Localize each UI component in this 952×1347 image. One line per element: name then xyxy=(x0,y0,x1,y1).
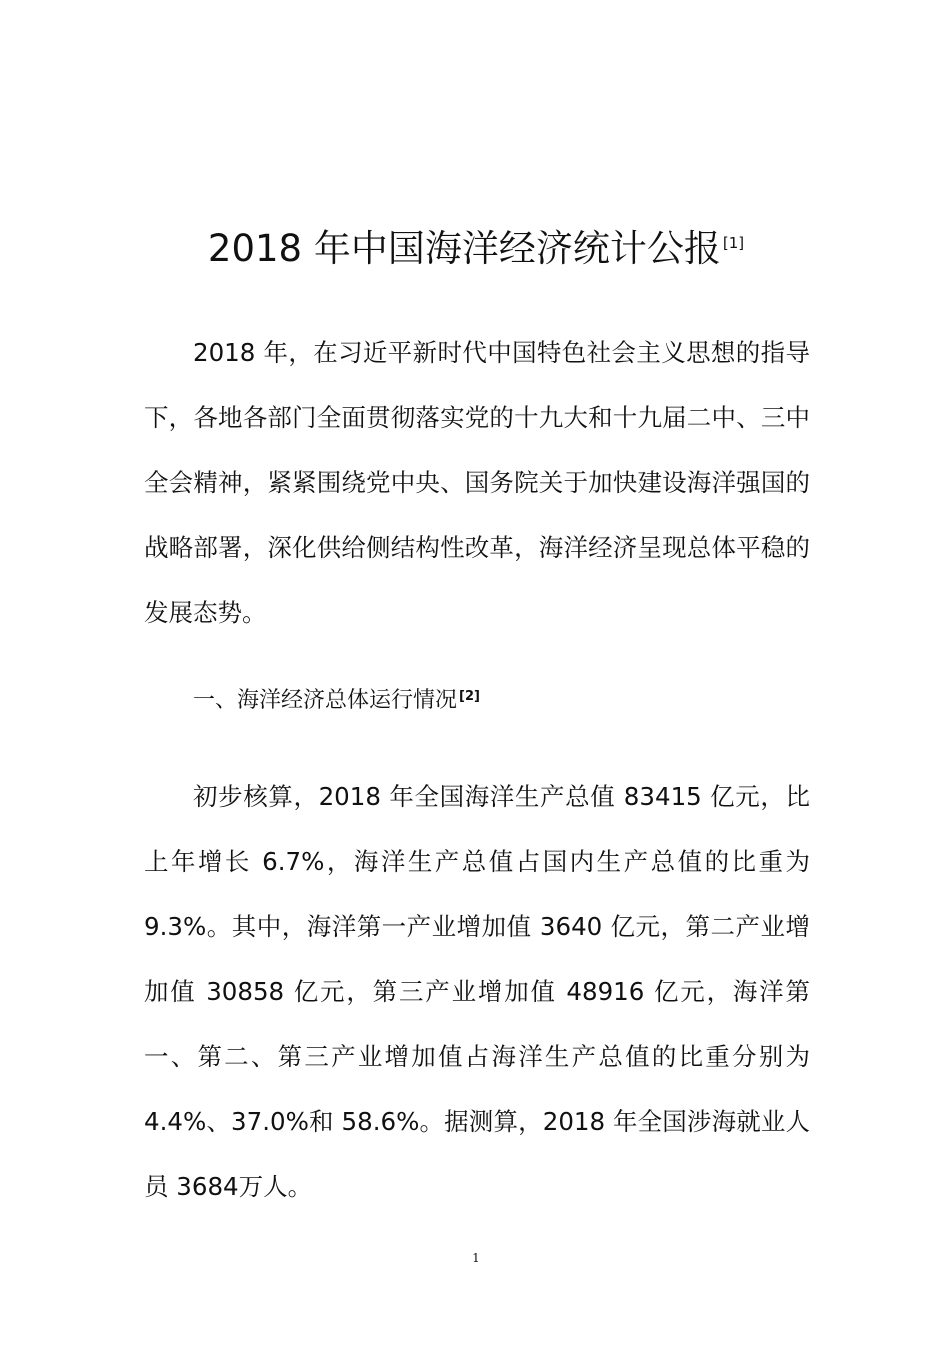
page-number: 1 xyxy=(472,1251,480,1265)
section-heading xyxy=(193,668,480,733)
section-paragraph: 初步核算，2018 年全国海洋生产总值 83415 亿元，比上年增长 6.7%，海洋生产总值占国内生产总值的比重为9.3%。其中，海洋第一产业增加值 3640 亿元，第二产业增加值 30858 亿元，第三产业增加值 48916 亿元，海洋第一、第二、第三产业增加值占海洋生产总值的比重分别为 4.4%、37.0%和 58.6%。据测算，2018 年全国涉海就业人员 3684万人。 xyxy=(144,782,810,1201)
title-footnote-marker[interactable]: [1] xyxy=(722,234,745,252)
section-footnote-marker[interactable]: [2] xyxy=(459,689,480,704)
section-heading-text: 一、海洋经济总体运行情况 xyxy=(193,688,458,713)
title-text: 2018 年中国海洋经济统计公报 xyxy=(207,227,721,270)
intro-paragraph: 2018 年，在习近平新时代中国特色社会主义思想的指导下，各地各部门全面贯彻落实党的十九大和十九届二中、三中全会精神，紧紧围绕党中央、国务院关于加快建设海洋强国的战略部署，深化供给侧结构性改革，海洋经济呈现总体平稳的发展态势。 xyxy=(144,338,810,627)
document-title xyxy=(0,222,952,276)
